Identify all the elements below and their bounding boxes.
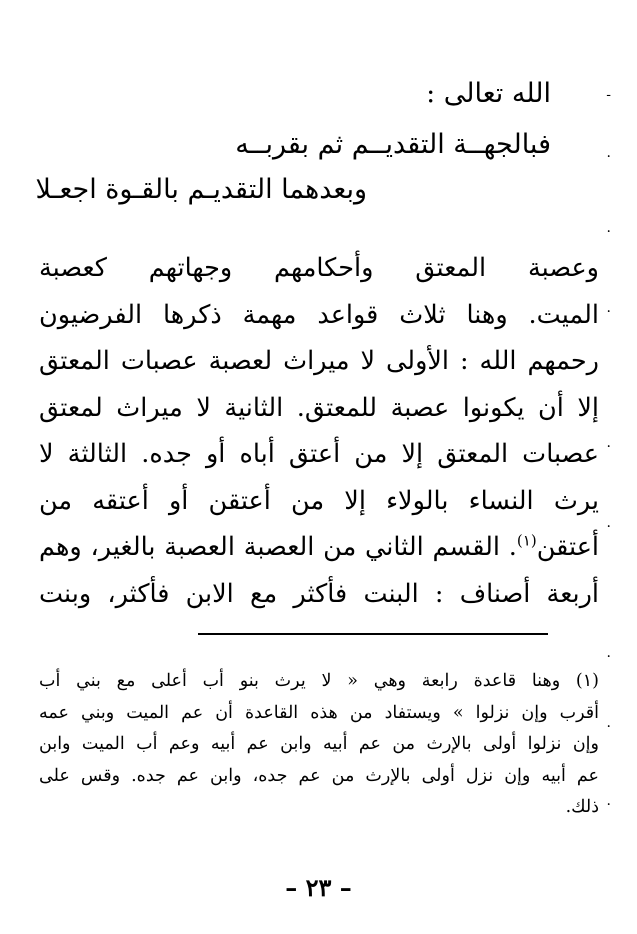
verse-intro: الله تعالى : [426, 78, 551, 109]
body-line-7-start: أعتقن [536, 532, 599, 562]
margin-mark-7: · [606, 649, 611, 665]
body-line-2: الميت. وهنا ثلاث قواعد مهمة ذكرها الفرضيون [39, 299, 599, 330]
footnote-line-2: أقرب وإن نزلوا » ويستفاد من هذه القاعدة أن عم الميت وبني عمه [39, 702, 599, 723]
body-line-4: إلا أن يكونوا عصبة للمعتق. الثانية لا ميراث لمعتق [39, 392, 599, 423]
body-line-6: يرث النساء بالولاء إلا من أعتقن أو أعتقه من [39, 485, 599, 516]
verse-line-2: وبعدهما التقديـم بالقـوة اجعـلا [35, 174, 367, 205]
main-paragraph [39, 245, 599, 617]
margin-mark-9: · [606, 797, 611, 813]
footnote-separator [198, 633, 548, 635]
footnote-line-4: عم أبيه وإن نزل أولى بالإرث من عم جده، وابن عم جده. وقس على [39, 765, 599, 786]
margin-mark-2: · [606, 149, 611, 165]
body-line-8: أربعة أصناف : البنت فأكثر مع الابن فأكثر، وبنت [39, 578, 599, 609]
footnote-line-3: وإن نزلوا أولى بالإرث من عم أبيه وابن عم أبيه وعم أب الميت وابن [39, 734, 599, 754]
body-line-3: رحمهم الله : الأولى لا ميراث لعصبة عصبات المعتق [39, 346, 599, 376]
margin-mark-4: · [606, 304, 611, 320]
body-line-7 [39, 524, 599, 571]
margin-mark-1: - [606, 87, 611, 103]
margin-mark-8: · [606, 719, 611, 735]
footnote-line-1: (١) وهنا قاعدة رابعة وهي « لا يرث بنو أب أعلى مع بني أب [39, 671, 599, 691]
margin-mark-6: · [606, 519, 611, 535]
body-line-5: عصبات المعتق إلا من أعتق أباه أو جده. الثالثة لا [39, 439, 599, 469]
margin-mark-5: · [606, 439, 611, 455]
footnote-reference[interactable]: (١) [516, 531, 537, 550]
body-line-1: وعصبة المعتق وأحكامهم وجهاتهم كعصبة [39, 253, 599, 283]
body-line-7-end: . القسم الثاني من العصبة العصبة بالغير، وهم [39, 532, 517, 562]
margin-mark-3: · [606, 224, 611, 240]
verse-line-1: فبالجهــة التقديــم ثم بقربــه [235, 129, 551, 160]
page-number: – ٢٣ – [285, 873, 352, 902]
footnote [39, 666, 599, 824]
footnote-line-5: ذلك. [565, 797, 599, 817]
